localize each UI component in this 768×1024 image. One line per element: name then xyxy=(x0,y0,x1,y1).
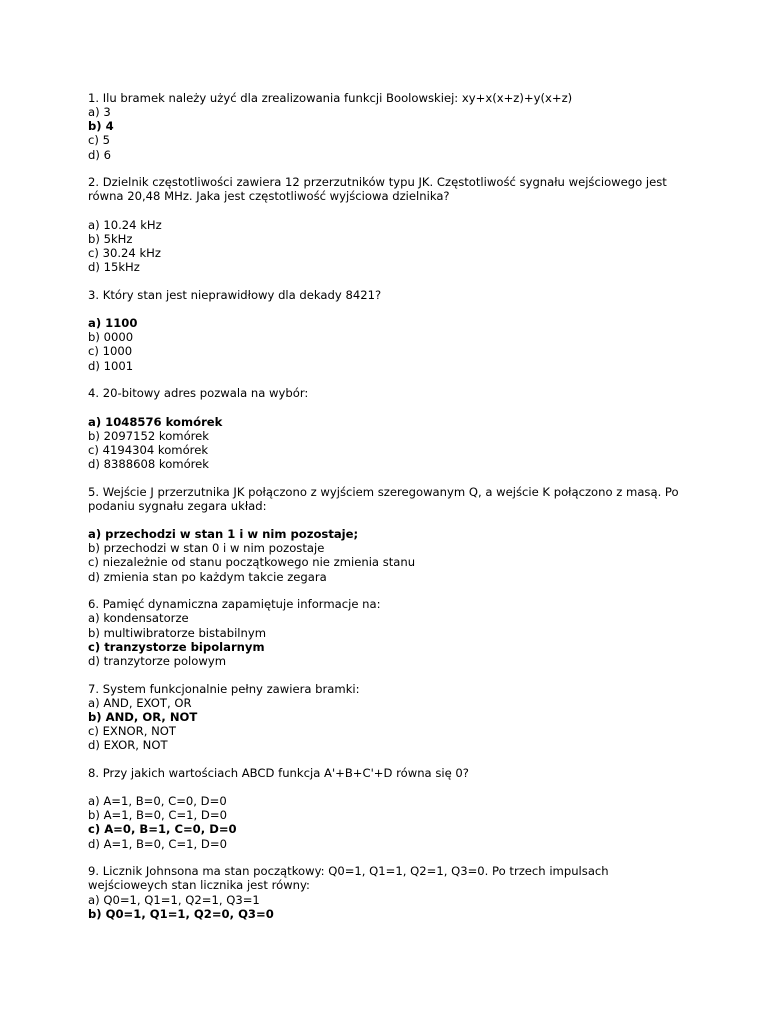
question-prompt-line: 4. 20-bitowy adres pozwala na wybór: xyxy=(88,386,309,401)
question-2 xyxy=(88,175,748,274)
document-page xyxy=(88,91,748,934)
answer-option: d) 8388608 komórek xyxy=(88,457,210,472)
answer-option: c) 1000 xyxy=(88,344,133,359)
answer-option: a) kondensatorze xyxy=(88,611,189,626)
answer-option: b) przechodzi w stan 0 i w nim pozostaje xyxy=(88,541,325,556)
question-5 xyxy=(88,485,748,584)
question-7 xyxy=(88,682,748,753)
answer-option-marked: b) Q0=1, Q1=1, Q2=0, Q3=0 xyxy=(88,906,274,921)
answer-option-marked: a) przechodzi w stan 1 i w nim pozostaje; xyxy=(88,527,359,542)
answer-option: d) 15kHz xyxy=(88,260,140,275)
question-prompt-line: 7. System funkcjonalnie pełny zawiera bramki: xyxy=(88,681,360,696)
answer-option: d) A=1, B=0, C=1, D=0 xyxy=(88,836,227,851)
answer-option: b) 0000 xyxy=(88,330,134,345)
question-1 xyxy=(88,91,748,162)
question-prompt-line: 5. Wejście J przerzutnika JK połączono z wyjściem szeregowanym Q, a wejście K połączono z masą. Po xyxy=(88,484,679,499)
question-prompt-line: 9. Licznik Johnsona ma stan początkowy: Q0=1, Q1=1, Q2=1, Q3=0. Po trzech impulsach xyxy=(88,864,609,879)
question-8 xyxy=(88,766,748,851)
question-prompt-line: podaniu sygnału zegara układ: xyxy=(88,498,267,513)
question-prompt-line: wejścioweych stan licznika jest równy: xyxy=(88,878,310,893)
answer-option: a) 10.24 kHz xyxy=(88,217,162,232)
answer-option-marked: a) 1100 xyxy=(88,316,138,331)
answer-option-marked: c) tranzystorze bipolarnym xyxy=(88,639,265,654)
question-prompt-line: 3. Który stan jest nieprawidłowy dla dekady 8421? xyxy=(88,287,382,302)
answer-option: a) 3 xyxy=(88,105,111,120)
answer-option: b) 2097152 komórek xyxy=(88,428,210,443)
answer-option: c) 30.24 kHz xyxy=(88,246,161,261)
answer-option: d) EXOR, NOT xyxy=(88,738,168,753)
answer-option: a) Q0=1, Q1=1, Q2=1, Q3=1 xyxy=(88,892,260,907)
question-prompt-line: 1. Ilu bramek należy użyć dla zrealizowania funkcji Boolowskiej: xy+x(x+z)+y(x+z) xyxy=(88,91,573,105)
blank-line xyxy=(88,204,748,218)
question-prompt-line: równa 20,48 MHz. Jaka jest częstotliwość wyjściowa dzielnika? xyxy=(88,189,450,204)
answer-option: b) multiwibratorze bistabilnym xyxy=(88,625,267,640)
blank-line xyxy=(88,302,748,316)
answer-option: b) A=1, B=0, C=1, D=0 xyxy=(88,808,227,823)
answer-option: d) zmienia stan po każdym takcie zegara xyxy=(88,569,327,584)
blank-line xyxy=(88,513,748,527)
blank-line xyxy=(88,400,748,414)
question-4 xyxy=(88,386,748,471)
answer-option-marked: b) AND, OR, NOT xyxy=(88,709,198,724)
answer-option-marked: c) A=0, B=1, C=0, D=0 xyxy=(88,822,237,837)
answer-option-marked: b) 4 xyxy=(88,119,114,134)
answer-option: a) AND, EXOT, OR xyxy=(88,695,192,710)
answer-option: c) EXNOR, NOT xyxy=(88,724,176,739)
answer-option-marked: a) 1048576 komórek xyxy=(88,414,223,429)
question-prompt-line: 6. Pamięć dynamiczna zapamiętuje informacje na: xyxy=(88,597,381,612)
question-6 xyxy=(88,597,748,668)
answer-option: d) 1001 xyxy=(88,358,134,373)
answer-option: c) 5 xyxy=(88,133,110,148)
answer-option: a) A=1, B=0, C=0, D=0 xyxy=(88,794,227,809)
answer-option: d) 6 xyxy=(88,147,111,162)
answer-option: c) niezależnie od stanu początkowego nie zmienia stanu xyxy=(88,555,416,570)
answer-option: b) 5kHz xyxy=(88,231,133,246)
answer-option: c) 4194304 komórek xyxy=(88,442,209,457)
question-3 xyxy=(88,288,748,373)
question-9 xyxy=(88,864,748,921)
answer-option: d) tranzytorze polowym xyxy=(88,653,226,668)
question-prompt-line: 2. Dzielnik częstotliwości zawiera 12 przerzutników typu JK. Częstotliwość sygnału wejściowego jest xyxy=(88,175,667,190)
blank-line xyxy=(88,780,748,794)
question-prompt-line: 8. Przy jakich wartościach ABCD funkcja A'+B+C'+D równa się 0? xyxy=(88,765,469,780)
